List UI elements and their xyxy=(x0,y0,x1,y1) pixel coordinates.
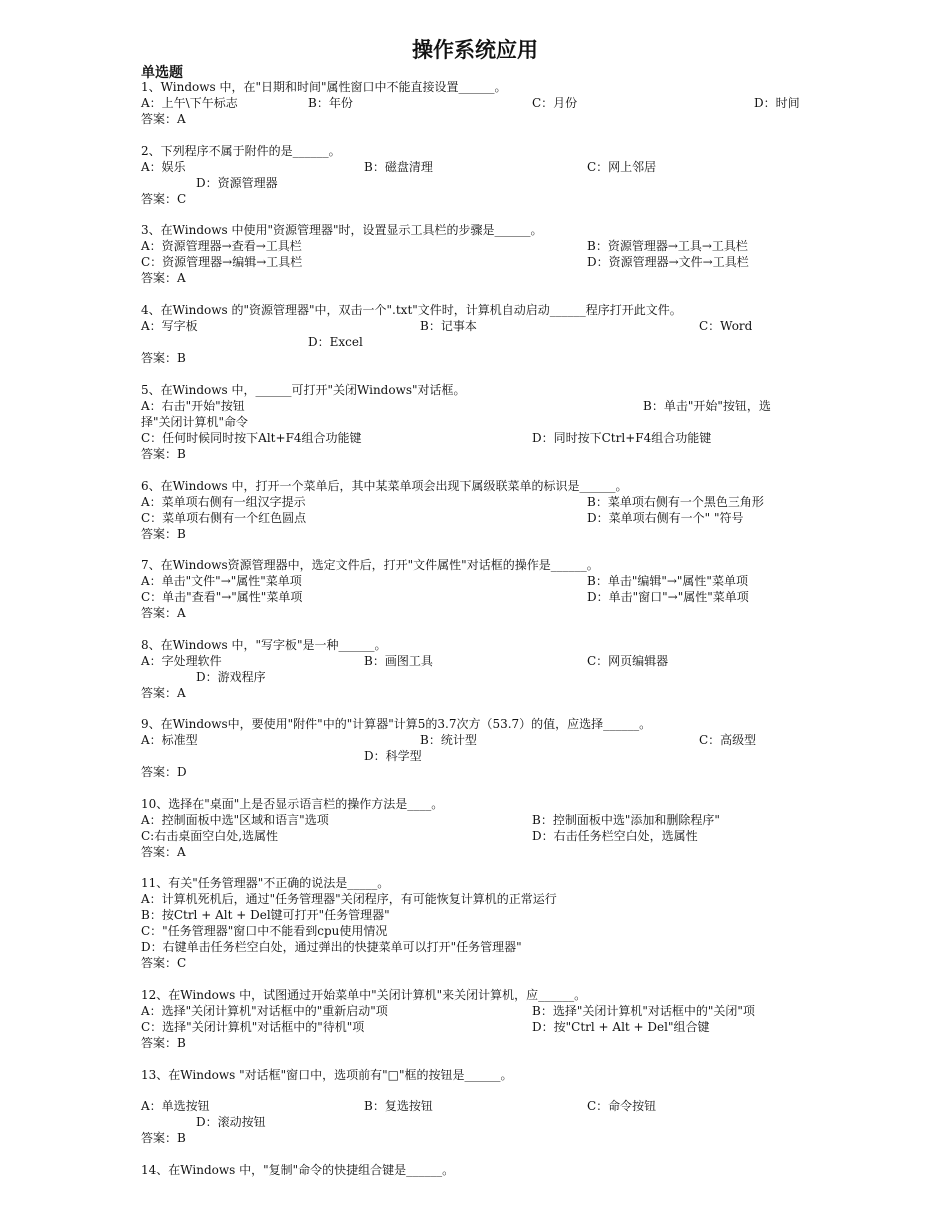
answer: 答案：C xyxy=(141,956,187,970)
option: C：资源管理器→编辑→工具栏 xyxy=(141,255,303,269)
question-text: 13、在Windows "对话框"窗口中，选项前有"□"框的按钮是______。 xyxy=(141,1068,513,1082)
answer: 答案：B xyxy=(141,527,186,541)
option: A：写字板 xyxy=(141,319,198,333)
option: B：选择"关闭计算机"对话框中的"关闭"项 xyxy=(532,1004,755,1018)
answer: 答案：A xyxy=(141,606,186,620)
option: A：资源管理器→查看→工具栏 xyxy=(141,239,302,253)
section-heading: 单选题 xyxy=(141,65,183,81)
option: D：游戏程序 xyxy=(196,670,266,684)
option: B：记事本 xyxy=(420,319,477,333)
option: C：单击"查看"→"属性"菜单项 xyxy=(141,590,303,604)
option: C：Word xyxy=(699,319,753,333)
question-text: 2、下列程序不属于附件的是______。 xyxy=(141,144,341,158)
question-text: 6、在Windows 中，打开一个菜单后，其中某菜单项会出现下属级联菜单的标识是______。 xyxy=(141,479,628,493)
question-text: 12、在Windows 中，试图通过开始菜单中"关闭计算机"来关闭计算机，应______。 xyxy=(141,988,587,1002)
option: C：任何时候同时按下Alt+F4组合功能键 xyxy=(141,431,362,445)
option: A：右击"开始"按钮 xyxy=(141,399,245,413)
question-text: 4、在Windows 的"资源管理器"中，双击一个".txt"文件时，计算机自动启动______程序打开此文件。 xyxy=(141,303,682,317)
question-text: 14、在Windows 中，"复制"命令的快捷组合键是______。 xyxy=(141,1163,455,1177)
option: B：单击"编辑"→"属性"菜单项 xyxy=(587,574,748,588)
option: B：按Ctrl + Alt + Del键可打开"任务管理器" xyxy=(141,908,390,922)
option: D：按"Ctrl + Alt + Del"组合键 xyxy=(532,1020,710,1034)
question-text: 3、在Windows 中使用"资源管理器"时，设置显示工具栏的步骤是______。 xyxy=(141,223,543,237)
option: D：单击"窗口"→"属性"菜单项 xyxy=(587,590,749,604)
option: C：命令按钮 xyxy=(587,1099,657,1113)
option: D：菜单项右侧有一个" "符号 xyxy=(587,511,744,525)
option: A：计算机死机后，通过"任务管理器"关闭程序，有可能恢复计算机的正常运行 xyxy=(141,892,557,906)
option: A：上午\下午标志 xyxy=(141,96,238,110)
option: A：单选按钮 xyxy=(141,1099,210,1113)
option: A：字处理软件 xyxy=(141,654,222,668)
answer: 答案：C xyxy=(141,192,187,206)
option: B：磁盘清理 xyxy=(364,160,433,174)
answer: 答案：B xyxy=(141,1131,186,1145)
option: B：画图工具 xyxy=(364,654,433,668)
option: D：Excel xyxy=(308,335,363,349)
option: A：选择"关闭计算机"对话框中的"重新启动"项 xyxy=(141,1004,388,1018)
answer: 答案：B xyxy=(141,351,186,365)
option: C：月份 xyxy=(532,96,578,110)
question-text: 9、在Windows中，要使用"附件"中的"计算器"计算5的3.7次方（53.7）的值，应选择______。 xyxy=(141,717,652,731)
option: B：统计型 xyxy=(420,733,477,747)
option: A：单击"文件"→"属性"菜单项 xyxy=(141,574,302,588)
option: C："任务管理器"窗口中不能看到cpu使用情况 xyxy=(141,924,388,938)
answer: 答案：A xyxy=(141,845,186,859)
option: C：网上邻居 xyxy=(587,160,657,174)
option: C：高级型 xyxy=(699,733,757,747)
answer: 答案：A xyxy=(141,271,186,285)
option: A：菜单项右侧有一组汉字提示 xyxy=(141,495,306,509)
question-text: 1、Windows 中，在"日期和时间"属性窗口中不能直接设置______。 xyxy=(141,80,507,94)
option: D：时间 xyxy=(754,96,800,110)
question-text: 11、有关"任务管理器"不正确的说法是_____。 xyxy=(141,876,390,890)
answer: 答案：D xyxy=(141,765,187,779)
option: A：标准型 xyxy=(141,733,198,747)
option: B：年份 xyxy=(308,96,353,110)
answer: 答案：A xyxy=(141,686,186,700)
option: A：娱乐 xyxy=(141,160,186,174)
option: C：选择"关闭计算机"对话框中的"待机"项 xyxy=(141,1020,365,1034)
option: B：菜单项右侧有一个黑色三角形 xyxy=(587,495,764,509)
option: C:右击桌面空白处,选属性 xyxy=(141,829,279,843)
option: B：复选按钮 xyxy=(364,1099,433,1113)
option: D：资源管理器 xyxy=(196,176,278,190)
option: B：单击"开始"按钮，选 xyxy=(643,399,771,413)
question-text: 8、在Windows 中，"写字板"是一种______。 xyxy=(141,638,387,652)
question-text: 7、在Windows资源管理器中，选定文件后，打开"文件属性"对话框的操作是______。 xyxy=(141,558,599,572)
option: D：同时按下Ctrl+F4组合功能键 xyxy=(532,431,712,445)
option: 择"关闭计算机"命令 xyxy=(141,415,249,429)
answer: 答案：B xyxy=(141,447,186,461)
option: B：资源管理器→工具→工具栏 xyxy=(587,239,748,253)
option: D：右键单击任务栏空白处，通过弹出的快捷菜单可以打开"任务管理器" xyxy=(141,940,522,954)
option: C：网页编辑器 xyxy=(587,654,669,668)
option: D：滚动按钮 xyxy=(196,1115,266,1129)
option: D：资源管理器→文件→工具栏 xyxy=(587,255,749,269)
option: D：右击任务栏空白处，选属性 xyxy=(532,829,698,843)
answer: 答案：A xyxy=(141,112,186,126)
question-text: 10、选择在"桌面"上是否显示语言栏的操作方法是____。 xyxy=(141,797,444,811)
document-title: 操作系统应用 xyxy=(412,38,538,62)
option: D：科学型 xyxy=(364,749,422,763)
option: C：菜单项右侧有一个红色圆点 xyxy=(141,511,307,525)
answer: 答案：B xyxy=(141,1036,186,1050)
option: A：控制面板中选"区域和语言"选项 xyxy=(141,813,329,827)
option: B：控制面板中选"添加和删除程序" xyxy=(532,813,720,827)
question-text: 5、在Windows 中，______可打开"关闭Windows"对话框。 xyxy=(141,383,466,397)
